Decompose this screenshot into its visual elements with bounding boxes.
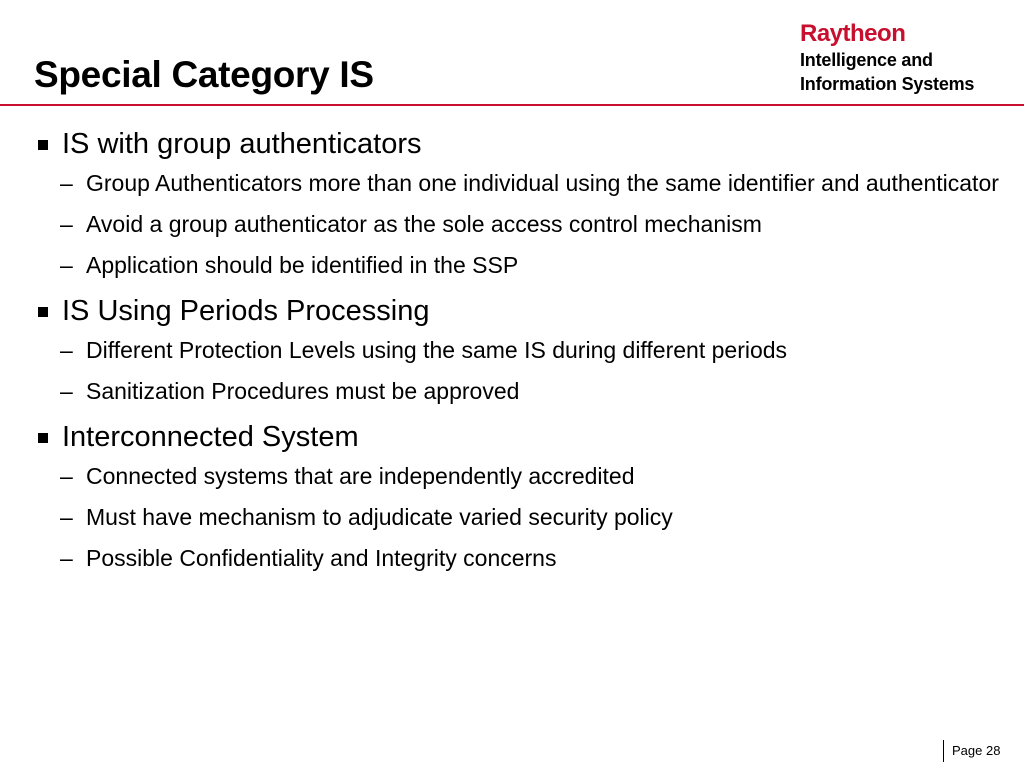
logo-line-2: Information Systems: [800, 74, 975, 94]
bullet-text: IS Using Periods Processing: [62, 295, 430, 327]
sub-bullet-text: Group Authenticators more than one individual using the same identifier and authenticator: [86, 170, 999, 196]
sub-bullet-text: Application should be identified in the SSP: [86, 252, 519, 278]
page-number: Page 28: [952, 743, 1001, 758]
slide-content: [36, 124, 1006, 584]
square-bullet-icon: [38, 140, 48, 150]
sub-bullet: [36, 335, 1006, 366]
sub-bullet: [36, 250, 1006, 281]
footer-divider: [943, 740, 944, 762]
sub-bullet: [36, 543, 1006, 574]
dash-marker: –: [60, 504, 73, 530]
dash-marker: –: [60, 252, 73, 278]
sub-bullet: [36, 168, 1006, 199]
sub-bullet-text: Connected systems that are independently accredited: [86, 463, 635, 489]
bullet-group-authenticators: [36, 124, 1006, 164]
bullet-periods-processing: [36, 291, 1006, 331]
sub-bullet-text: Avoid a group authenticator as the sole access control mechanism: [86, 211, 762, 237]
sub-bullet: [36, 502, 1006, 533]
title-divider: [0, 104, 1024, 106]
bullet-text: Interconnected System: [62, 421, 359, 453]
dash-marker: –: [60, 211, 73, 237]
dash-marker: –: [60, 545, 73, 571]
bullet-text: IS with group authenticators: [62, 128, 422, 160]
logo-line-1: Intelligence and: [800, 50, 933, 70]
raytheon-logo: [800, 20, 1015, 96]
logo-brand: Raytheon: [800, 20, 906, 47]
slide-title: Special Category IS: [34, 54, 374, 95]
sub-bullet-text: Possible Confidentiality and Integrity concerns: [86, 545, 557, 571]
sub-bullet-text: Different Protection Levels using the same IS during different periods: [86, 337, 788, 363]
bullet-interconnected-system: [36, 417, 1006, 457]
sub-bullet: [36, 376, 1006, 407]
dash-marker: –: [60, 378, 73, 404]
square-bullet-icon: [38, 307, 48, 317]
sub-bullet: [36, 461, 1006, 492]
dash-marker: –: [60, 337, 73, 363]
sub-bullet-text: Must have mechanism to adjudicate varied security policy: [86, 504, 673, 530]
square-bullet-icon: [38, 433, 48, 443]
dash-marker: –: [60, 463, 73, 489]
sub-bullet-text: Sanitization Procedures must be approved: [86, 378, 520, 404]
dash-marker: –: [60, 170, 73, 196]
sub-bullet: [36, 209, 1006, 240]
